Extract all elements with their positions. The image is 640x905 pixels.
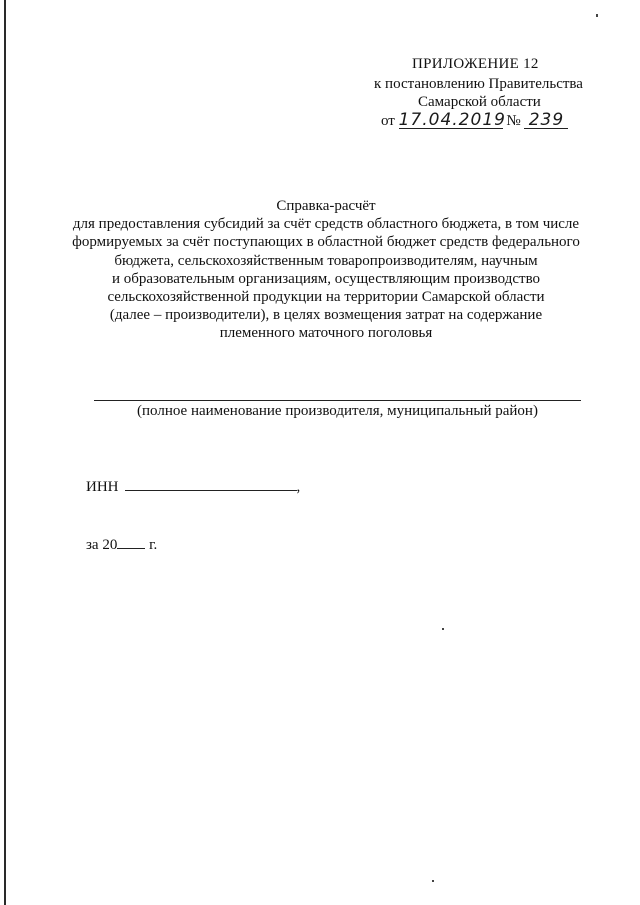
number-prefix: № <box>506 113 521 129</box>
region-name: Самарской области <box>418 94 541 110</box>
scan-left-border <box>4 0 6 905</box>
year-suffix: г. <box>149 537 158 553</box>
inn-label: ИНН <box>86 479 119 495</box>
decree-reference: к постановлению Правительства <box>374 76 583 92</box>
document-title: Справка-расчёт <box>276 198 376 214</box>
description-line: формируемых за счёт поступающих в областной бюджет средств федерального <box>72 234 580 251</box>
handwritten-number: 239 <box>524 112 568 129</box>
year-field[interactable] <box>117 534 145 549</box>
decree-date-line <box>381 112 568 130</box>
handwritten-date: 17.04.2019 <box>398 110 506 130</box>
description-line: бюджета, сельскохозяйственным товаропроизводителям, научным <box>114 252 538 269</box>
inn-suffix: , <box>296 479 301 495</box>
scan-speck <box>432 880 434 882</box>
date-prefix: от <box>381 113 395 129</box>
year-row <box>86 534 157 554</box>
inn-field[interactable] <box>125 476 297 491</box>
description-line: и образовательным организациям, осуществляющим производство <box>111 270 541 287</box>
document-title-block <box>60 197 592 343</box>
appendix-number: ПРИЛОЖЕНИЕ 12 <box>412 56 539 72</box>
producer-name-field[interactable] <box>94 400 581 401</box>
scan-speck <box>442 628 444 630</box>
year-prefix: за 20 <box>86 537 118 553</box>
description-line: для предоставления субсидий за счёт средств областного бюджета, в том числе <box>72 216 580 233</box>
scan-speck <box>596 14 598 17</box>
description-line: сельскохозяйственной продукции на территории Самарской области <box>107 289 545 306</box>
description-line: (далее – производители), в целях возмещения затрат на содержание <box>109 307 543 324</box>
producer-caption: (полное наименование производителя, муниципальный район) <box>137 403 538 419</box>
inn-row <box>86 476 300 496</box>
description-line: племенного маточного поголовья <box>219 325 433 342</box>
